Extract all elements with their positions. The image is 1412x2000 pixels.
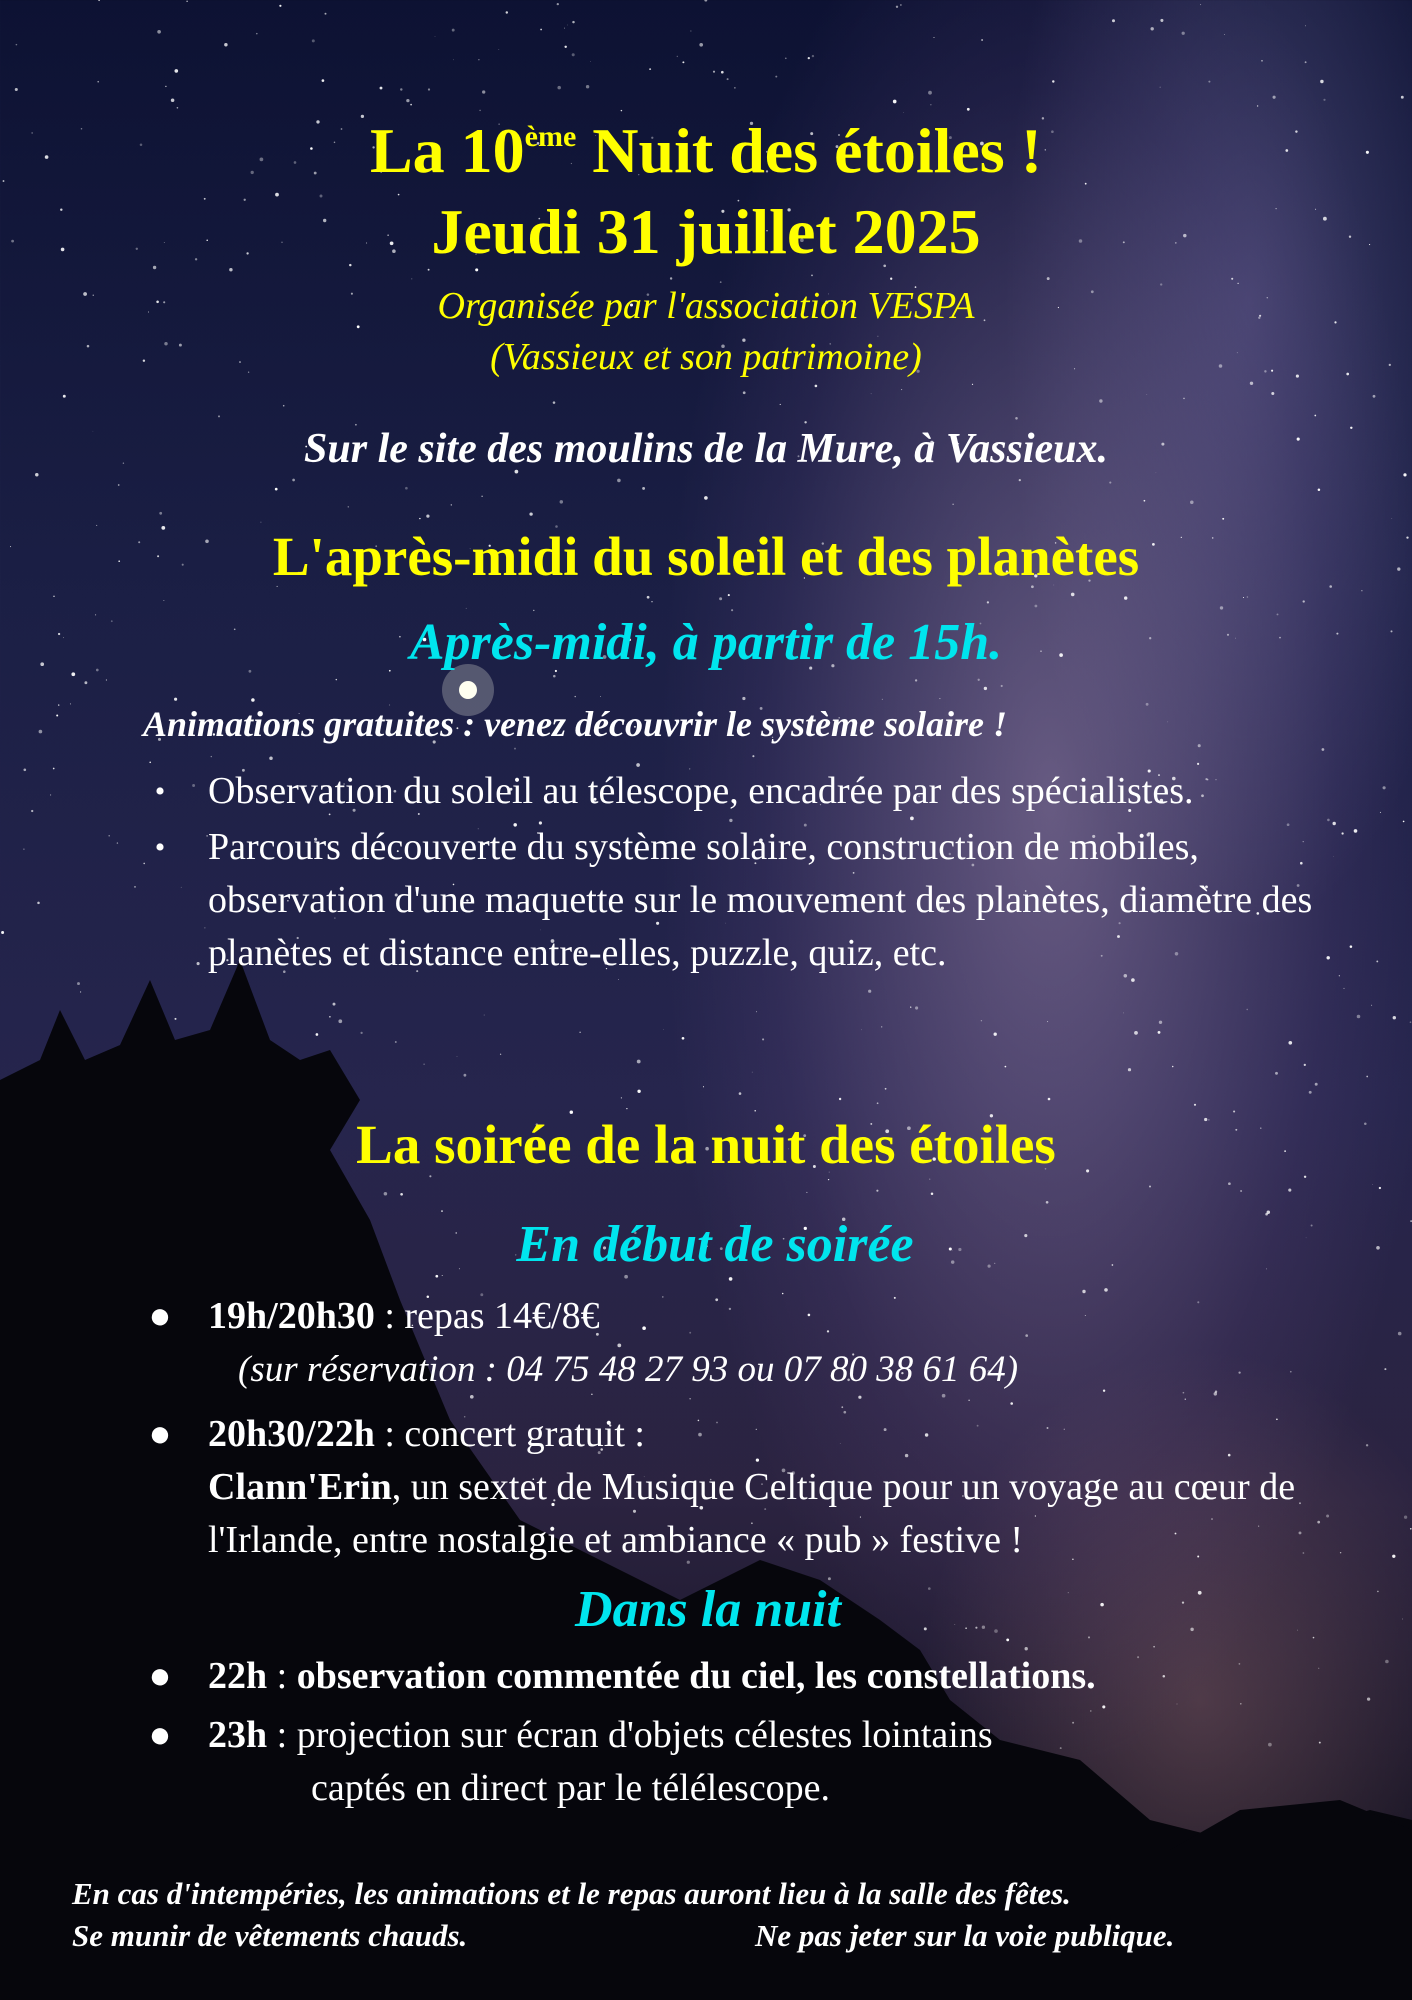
time-slot: 23h xyxy=(208,1714,268,1756)
early-evening-heading: En début de soirée xyxy=(516,1216,914,1273)
bullet-icon: ● xyxy=(148,1714,172,1756)
band-description: , un sextet de Musique Celtique pour un voyage au cœur de l'Irlande, entre nostalgie et ambiance « pub » festive ! xyxy=(208,1466,1296,1561)
afternoon-heading: L'après-midi du soleil et des planètes xyxy=(272,526,1140,587)
item-separator: : xyxy=(267,1655,297,1697)
event-location: Sur le site des moulins de la Mure, à Vassieux. xyxy=(304,426,1108,472)
list-item xyxy=(140,1290,1360,1396)
item-text: : repas 14€/8€ xyxy=(374,1295,600,1337)
evening-heading: La soirée de la nuit des étoiles xyxy=(356,1114,1056,1175)
title-part1: La 10 xyxy=(369,115,525,186)
title-superscript: ème xyxy=(524,120,577,153)
bullet-icon: ● xyxy=(148,1655,172,1697)
list-item xyxy=(140,1709,1360,1815)
night-list xyxy=(140,1650,1360,1818)
bullet-icon: • xyxy=(154,775,166,808)
afternoon-intro: Animations gratuites : venez découvrir le système solaire ! xyxy=(143,704,1007,744)
list-item xyxy=(140,765,1360,818)
early-evening-list xyxy=(140,1290,1360,1570)
item-text-continued: captés en direct par le télélescope. xyxy=(311,1767,831,1809)
afternoon-time: Après-midi, à partir de 15h. xyxy=(409,614,1003,671)
activity-text: Parcours découverte du système solaire, construction de mobiles, observation d'une maquette sur le mouvement des planètes, diamètre des planètes et distance entre-elles, puzzle, quiz, etc. xyxy=(208,826,1313,974)
organizer: Organisée par l'association VESPA xyxy=(437,285,975,327)
time-slot: 20h30/22h xyxy=(208,1413,375,1455)
bullet-icon: ● xyxy=(148,1413,172,1455)
bullet-icon: • xyxy=(154,831,166,864)
list-item xyxy=(140,1650,1360,1703)
night-heading: Dans la nuit xyxy=(575,1581,841,1638)
bullet-icon: ● xyxy=(148,1295,172,1337)
item-text: observation commentée du ciel, les constellations. xyxy=(296,1655,1096,1697)
list-item xyxy=(140,821,1360,980)
list-item xyxy=(140,1408,1360,1567)
item-separator: : xyxy=(267,1714,297,1756)
afternoon-activity-list xyxy=(140,765,1360,983)
time-slot: 22h xyxy=(208,1655,268,1697)
title-part2: Nuit des étoiles ! xyxy=(576,115,1043,186)
activity-text: Observation du soleil au télescope, encadrée par des spécialistes. xyxy=(208,770,1194,812)
time-slot: 19h/20h30 xyxy=(208,1295,375,1337)
litter-notice: Ne pas jeter sur la voie publique. xyxy=(755,1918,1175,1953)
organizer-full-name: (Vassieux et son patrimoine) xyxy=(490,336,922,378)
event-title xyxy=(0,98,1412,190)
item-text: : concert gratuit : xyxy=(374,1413,645,1455)
clothing-notice: Se munir de vêtements chauds. xyxy=(72,1918,468,1953)
item-text: projection sur écran d'objets célestes lointains xyxy=(296,1714,993,1756)
weather-notice: En cas d'intempéries, les animations et le repas auront lieu à la salle des fêtes. xyxy=(72,1876,1071,1911)
event-date: Jeudi 31 juillet 2025 xyxy=(431,196,981,267)
band-name: Clann'Erin xyxy=(208,1466,392,1508)
reservation-note: (sur réservation : 04 75 48 27 93 ou 07 80 38 61 64) xyxy=(238,1349,1019,1390)
